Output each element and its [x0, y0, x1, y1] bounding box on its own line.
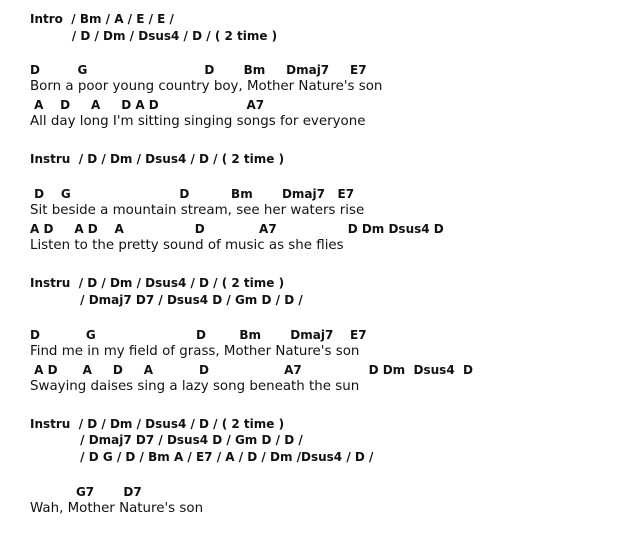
chord-line: A D A D A D A7 D Dm Dsus4 D — [30, 363, 473, 377]
chord-line: D G D Bm Dmaj7 E7 — [30, 328, 367, 342]
chord-line: A D A D A D A7 D Dm Dsus4 D — [30, 222, 444, 236]
instrumental-line: Instru / D / Dm / Dsus4 / D / ( 2 time ) — [30, 276, 285, 290]
chord-line: G7 D7 — [30, 485, 142, 499]
lyric-line: Find me in my field of grass, Mother Nature's son — [30, 344, 360, 359]
lyric-line: Wah, Mother Nature's son — [30, 501, 204, 516]
chord-line: D G D Bm Dmaj7 E7 — [30, 187, 355, 201]
lyric-line: Sit beside a mountain stream, see her waters rise — [30, 203, 365, 218]
chord-line: A D A D A D A7 — [30, 98, 265, 112]
instrumental-line: Instru / D / Dm / Dsus4 / D / ( 2 time ) — [30, 152, 285, 166]
chord-line: D G D Bm Dmaj7 E7 — [30, 63, 367, 77]
lyric-line: All day long I'm sitting singing songs for everyone — [30, 114, 366, 129]
instrumental-line: Instru / D / Dm / Dsus4 / D / ( 2 time ) — [30, 417, 285, 431]
lyric-line: Swaying daises sing a lazy song beneath the sun — [30, 379, 360, 394]
intro-line-2: / D / Dm / Dsus4 / D / ( 2 time ) — [30, 29, 278, 43]
instrumental-line-2: / Dmaj7 D7 / Dsus4 D / Gm D / D / — [30, 293, 303, 307]
instrumental-line-2: / Dmaj7 D7 / Dsus4 D / Gm D / D / — [30, 433, 303, 447]
lyric-line: Born a poor young country boy, Mother Nature's son — [30, 79, 383, 94]
instrumental-line-3: / D G / D / Bm A / E7 / A / D / Dm /Dsus4 / D / — [30, 450, 374, 464]
lyric-line: Listen to the pretty sound of music as she flies — [30, 238, 344, 253]
intro-line: Intro / Bm / A / E / E / — [30, 12, 174, 26]
